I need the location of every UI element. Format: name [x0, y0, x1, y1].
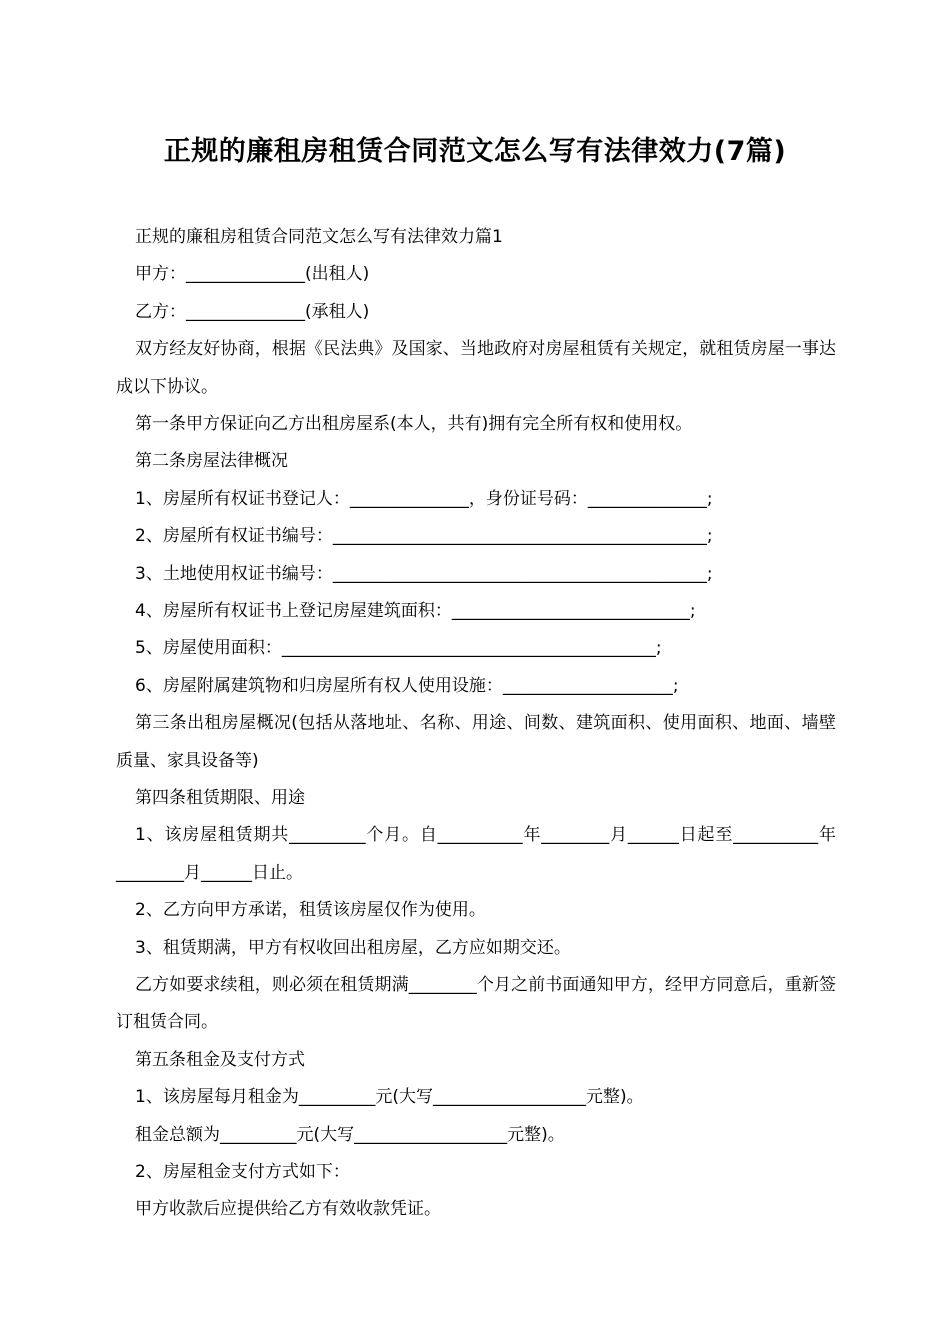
paragraph: 双方经友好协商，根据《民法典》及国家、当地政府对房屋租赁有关规定，就租赁房屋一事达成以下协议。 [116, 339, 836, 397]
paragraph: 2、乙方向甲方承诺，租赁该房屋仅作为使用。 [135, 900, 486, 921]
paragraph: 第二条房屋法律概况 [135, 451, 288, 472]
document-title: 正规的廉租房租赁合同范文怎么写有法律效力(7篇) [163, 136, 787, 167]
paragraph: 2、房屋租金支付方式如下： [135, 1161, 350, 1182]
paragraph: 1、该房屋租赁期共_________个月。自__________年________月______日起至__________年________月______日止。 [116, 825, 836, 883]
paragraph: 第三条出租房屋概况(包括从落地址、名称、用途、间数、建筑面积、使用面积、地面、墙壁质量、家具设备等) [116, 713, 836, 771]
paragraph: 1、房屋所有权证书登记人：______________，身份证号码：______________; [135, 488, 713, 509]
paragraph: 租金总额为_________元(大写__________________元整)。 [135, 1124, 565, 1145]
paragraph: 甲方收款后应提供给乙方有效收款凭证。 [135, 1199, 441, 1220]
paragraph: 3、土地使用权证书编号：____________________________________________; [135, 563, 713, 584]
paragraph: 3、租赁期满，甲方有权收回出租房屋，乙方应如期交还。 [135, 937, 571, 958]
document-body [116, 219, 836, 1229]
paragraph: 正规的廉租房租赁合同范文怎么写有法律效力篇1 [135, 227, 503, 247]
paragraph: 第五条租金及支付方式 [135, 1049, 305, 1070]
paragraph: 1、该房屋每月租金为_________元(大写__________________元整)。 [135, 1087, 644, 1108]
paragraph: 乙方：______________(承租人) [135, 301, 370, 322]
paragraph: 6、房屋附属建筑物和归房屋所有权人使用设施：____________________; [135, 675, 679, 696]
paragraph: 第一条甲方保证向乙方出租房屋系(本人，共有)拥有完全所有权和使用权。 [135, 413, 693, 434]
paragraph: 2、房屋所有权证书编号：____________________________________________; [135, 526, 713, 547]
paragraph: 5、房屋使用面积：____________________________________________; [135, 638, 662, 659]
paragraph: 第四条租赁期限、用途 [135, 787, 305, 808]
paragraph: 乙方如要求续租，则必须在租赁期满________个月之前书面通知甲方，经甲方同意后，重新签订租赁合同。 [116, 974, 836, 1033]
paragraph: 4、房屋所有权证书上登记房屋建筑面积：____________________________; [135, 600, 696, 621]
paragraph: 甲方：______________(出租人) [135, 264, 370, 285]
